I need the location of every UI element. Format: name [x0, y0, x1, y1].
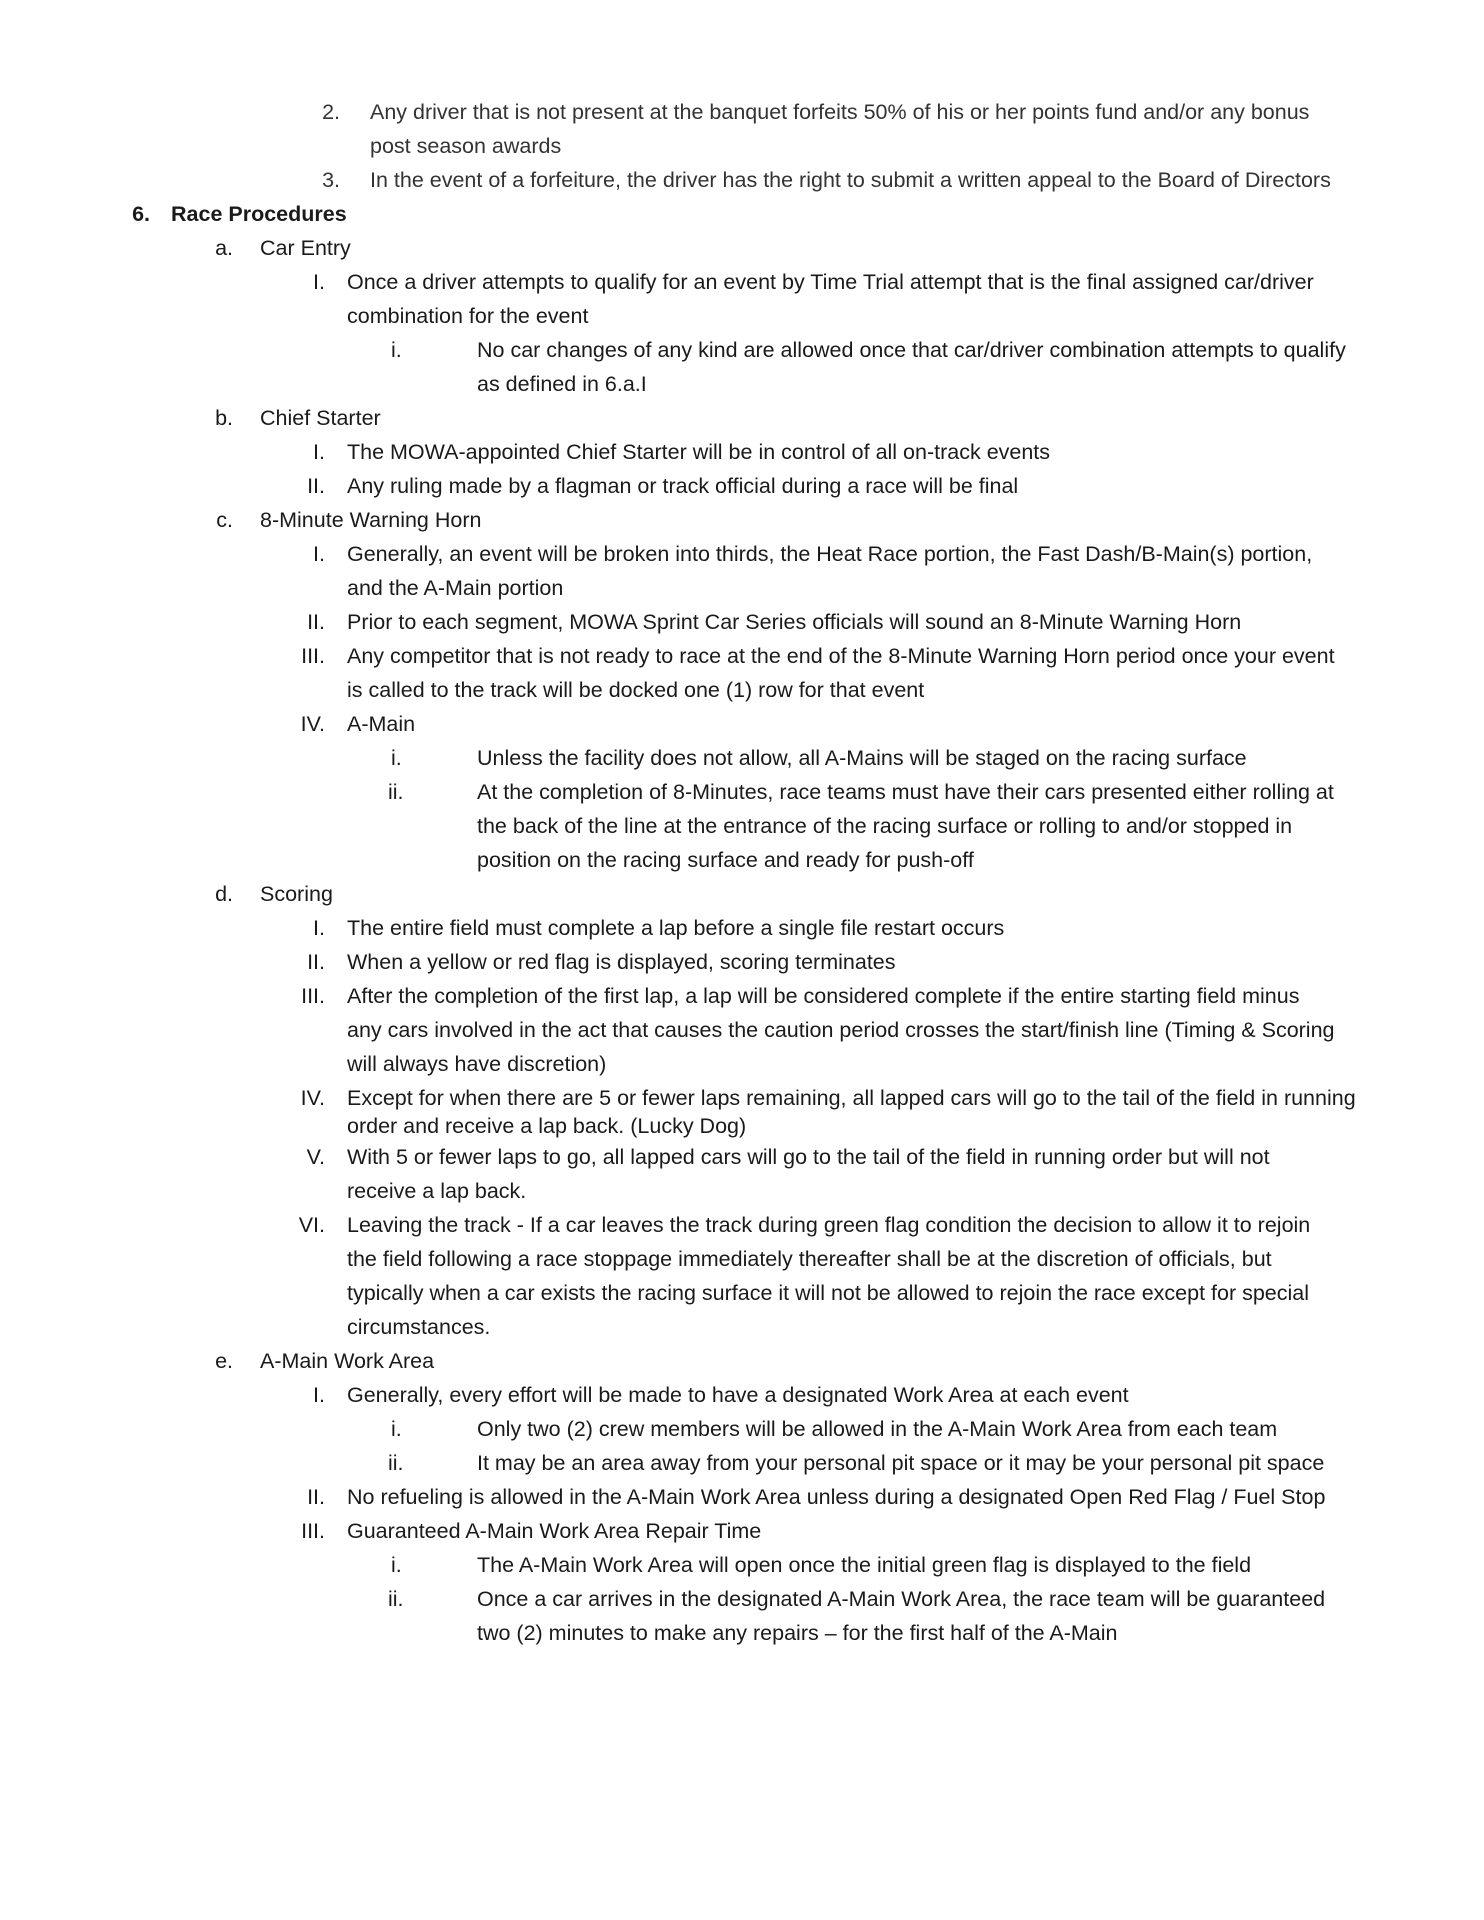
- list-roman: II.: [307, 1485, 325, 1509]
- list-number: 3.: [322, 168, 340, 192]
- list-text: The A-Main Work Area will open once the initial green flag is displayed to the field: [477, 1553, 1252, 1577]
- list-roman: II.: [307, 474, 325, 498]
- list-text: It may be an area away from your personal pit space or it may be your personal pit space: [477, 1451, 1325, 1475]
- list-roman: I.: [313, 542, 325, 566]
- list-text: The entire field must complete a lap before a single file restart occurs: [347, 916, 1005, 940]
- list-text: combination for the event: [347, 304, 589, 328]
- list-roman: II.: [307, 610, 325, 634]
- list-text: any cars involved in the act that causes the caution period crosses the start/finish line (Timing & Scoring: [347, 1018, 1335, 1042]
- list-text: Generally, every effort will be made to have a designated Work Area at each event: [347, 1383, 1129, 1407]
- list-text: typically when a car exists the racing surface it will not be allowed to rejoin the race except for special: [347, 1281, 1309, 1305]
- list-text: is called to the track will be docked one (1) row for that event: [347, 678, 925, 702]
- list-text: No refueling is allowed in the A-Main Work Area unless during a designated Open Red Flag / Fuel Stop: [347, 1485, 1326, 1509]
- list-text: No car changes of any kind are allowed once that car/driver combination attempts to qualify: [477, 338, 1346, 362]
- list-letter: d.: [215, 882, 233, 906]
- section-title: Race Procedures: [171, 202, 347, 226]
- list-roman: I.: [313, 1383, 325, 1407]
- list-text: Unless the facility does not allow, all A-Mains will be staged on the racing surface: [477, 746, 1247, 770]
- list-text: the back of the line at the entrance of the racing surface or rolling to and/or stopped in: [477, 814, 1293, 838]
- list-number: 2.: [322, 100, 340, 124]
- list-text: Once a car arrives in the designated A-Main Work Area, the race team will be guaranteed: [477, 1587, 1326, 1611]
- list-text: A-Main: [347, 712, 416, 736]
- list-text: Only two (2) crew members will be allowed in the A-Main Work Area from each team: [477, 1417, 1278, 1441]
- list-text: Once a driver attempts to qualify for an event by Time Trial attempt that is the final assigned car/driver: [347, 270, 1314, 294]
- list-text: position on the racing surface and ready for push-off: [477, 848, 974, 872]
- subsection-title: A-Main Work Area: [260, 1349, 435, 1373]
- subsection-title: Chief Starter: [260, 406, 381, 430]
- list-text: Generally, an event will be broken into thirds, the Heat Race portion, the Fast Dash/B-Main(s) portion,: [347, 542, 1313, 566]
- list-text: two (2) minutes to make any repairs – for the first half of the A-Main: [477, 1621, 1118, 1645]
- list-letter: c.: [216, 508, 233, 532]
- list-roman: V.: [306, 1145, 325, 1169]
- list-lower-roman: i.: [391, 1417, 402, 1441]
- list-lower-roman: i.: [391, 338, 402, 362]
- list-text: Leaving the track - If a car leaves the track during green flag condition the decision to allow it to rejoin: [347, 1213, 1311, 1237]
- list-text: Any competitor that is not ready to race at the end of the 8-Minute Warning Horn period once your event: [347, 644, 1335, 668]
- subsection-title: Scoring: [260, 882, 333, 906]
- list-text: After the completion of the first lap, a lap will be considered complete if the entire starting field minus: [347, 984, 1300, 1008]
- list-text: Except for when there are 5 or fewer laps remaining, all lapped cars will go to the tail of the field in running: [347, 1086, 1356, 1110]
- list-text: circumstances.: [347, 1315, 491, 1339]
- list-text: the field following a race stoppage immediately thereafter shall be at the discretion of officials, but: [347, 1247, 1272, 1271]
- list-roman: I.: [313, 270, 325, 294]
- list-roman: IV.: [300, 712, 325, 736]
- list-lower-roman: i.: [391, 746, 402, 770]
- list-text: The MOWA-appointed Chief Starter will be in control of all on-track events: [347, 440, 1051, 464]
- list-roman: III.: [301, 984, 325, 1008]
- subsection-title: 8-Minute Warning Horn: [260, 508, 482, 532]
- list-text: Guaranteed A-Main Work Area Repair Time: [347, 1519, 762, 1543]
- list-text: At the completion of 8-Minutes, race teams must have their cars presented either rolling at: [477, 780, 1334, 804]
- list-text: Any driver that is not present at the banquet forfeits 50% of his or her points fund and/or any bonus: [370, 100, 1310, 124]
- list-text: In the event of a forfeiture, the driver has the right to submit a written appeal to the Board of Directors: [370, 168, 1331, 192]
- list-text: receive a lap back.: [347, 1179, 527, 1203]
- list-letter: a.: [215, 236, 233, 260]
- list-text: will always have discretion): [347, 1052, 607, 1076]
- list-roman: I.: [313, 916, 325, 940]
- list-text: and the A-Main portion: [347, 576, 564, 600]
- list-text: With 5 or fewer laps to go, all lapped cars will go to the tail of the field in running order but will not: [347, 1145, 1270, 1169]
- list-roman: IV.: [300, 1086, 325, 1110]
- list-roman: II.: [307, 950, 325, 974]
- list-letter: b.: [215, 406, 233, 430]
- section-number: 6.: [132, 202, 150, 226]
- list-text: post season awards: [370, 134, 562, 158]
- list-lower-roman: ii.: [388, 1587, 404, 1611]
- list-roman: I.: [313, 440, 325, 464]
- list-lower-roman: ii.: [388, 1451, 404, 1475]
- subsection-title: Car Entry: [260, 236, 351, 260]
- list-lower-roman: ii.: [388, 780, 404, 804]
- list-text: When a yellow or red flag is displayed, scoring terminates: [347, 950, 896, 974]
- list-lower-roman: i.: [391, 1553, 402, 1577]
- list-roman: III.: [301, 644, 325, 668]
- list-text: Prior to each segment, MOWA Sprint Car Series officials will sound an 8-Minute Warning Horn: [347, 610, 1242, 634]
- list-letter: e.: [215, 1349, 233, 1373]
- list-text: order and receive a lap back. (Lucky Dog): [347, 1114, 747, 1138]
- list-text: Any ruling made by a flagman or track official during a race will be final: [347, 474, 1019, 498]
- list-text: as defined in 6.a.I: [477, 372, 647, 396]
- list-roman: III.: [301, 1519, 325, 1543]
- list-roman: VI.: [298, 1213, 325, 1237]
